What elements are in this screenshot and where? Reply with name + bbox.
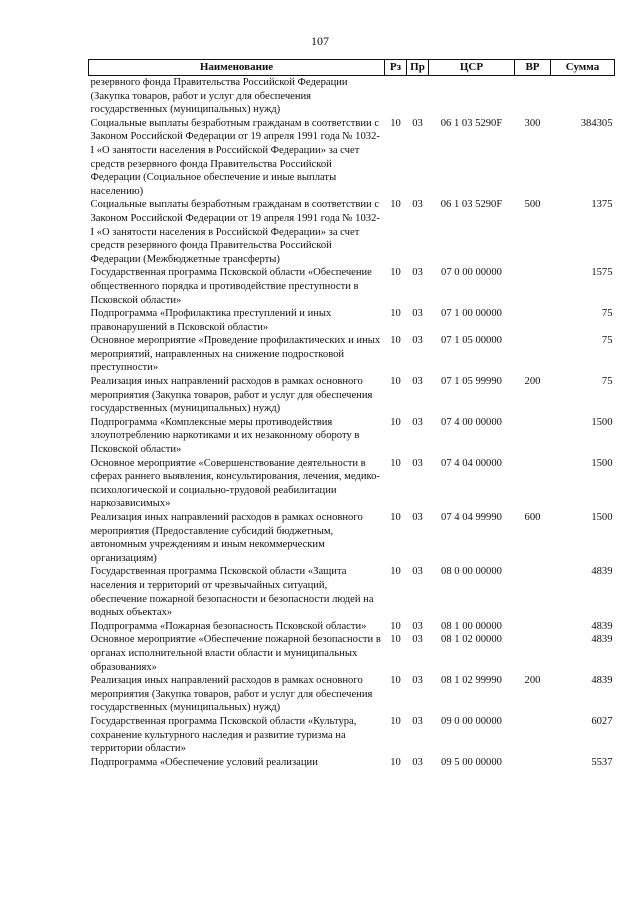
row-pr: 03 [412,376,423,388]
row-sum: 1500 [591,457,613,469]
row-name: Социальные выплаты безработным гражданам в соответствии с Законом Российской Федерации от 19 апреля 1991 года № 1032-I «О занятости населения в Российской Федерации» за счет средств резервного фонда Правительства Российской Федерации (Социальное обеспечение и иные выплаты населению) [90,117,380,197]
table-row [89,198,615,266]
row-vr [515,307,551,334]
row-pr: 03 [412,675,423,687]
row-name: Подпрограмма «Обеспечение условий реализации [90,756,318,768]
row-vr [515,620,551,634]
row-csr: 09 5 00 00000 [441,756,502,768]
row-pr: 03 [412,634,423,646]
row-vr [515,76,551,117]
table-row [89,756,615,770]
row-rz: 10 [390,512,401,523]
row-vr: 200 [524,675,541,687]
row-rz: 10 [390,566,401,578]
row-rz: 10 [390,620,401,632]
table-row [89,620,615,634]
row-csr [429,76,515,117]
row-name: Основное мероприятие «Проведение профилактических и иных мероприятий, направленных на снижение подростковой преступности» [90,335,381,374]
row-name: Основное мероприятие «Обеспечение пожарной безопасности в органах исполнительной власти области и муниципальных образованиях» [90,634,381,673]
row-sum: 4839 [591,634,613,646]
row-pr: 03 [412,457,423,469]
row-csr: 08 0 00 00000 [441,566,502,578]
row-vr [515,416,551,457]
row-vr: 600 [524,512,541,523]
row-csr: 06 1 03 5290F [440,199,503,211]
row-pr: 03 [412,512,423,523]
row-sum: 1500 [591,416,613,428]
row-rz: 10 [390,376,401,388]
row-pr: 03 [412,117,423,129]
row-name: Социальные выплаты безработным гражданам в соответствии с Законом Российской Федерации от 19 апреля 1991 года № 1032-I «О занятости населения в Российской Федерации» за счет средств резервного фонда Правительства Российской Федерации (Межбюджетные трансферты) [90,199,380,265]
row-pr: 03 [412,620,423,632]
row-csr: 07 1 00 00000 [441,308,502,320]
row-sum: 1575 [591,267,613,279]
row-pr: 03 [412,416,423,428]
table-header-row [89,60,615,76]
table-row [89,715,615,756]
row-csr: 08 1 02 99990 [441,675,502,687]
row-sum: 75 [601,376,613,388]
column-header-sum: Сумма [551,60,615,76]
row-name: Реализация иных направлений расходов в рамках основного мероприятия (Закупка товаров, работ и услуг для обеспечения государственных (муниципальных) нужд) [90,376,373,415]
row-rz: 10 [390,634,401,646]
table-row [89,511,615,565]
row-pr: 03 [412,566,423,578]
budget-table [88,59,615,769]
row-rz: 10 [390,199,401,211]
row-sum: 75 [601,335,613,347]
row-pr: 03 [412,308,423,320]
table-row [89,565,615,619]
row-vr [515,457,551,511]
row-rz: 10 [390,675,401,687]
row-name: резервного фонда Правительства Российской Федерации (Закупка товаров, работ и услуг для обеспечения государственных (муниципальных) нужд) [90,77,348,116]
column-header-csr: ЦСР [429,60,515,76]
row-sum: 4839 [591,675,613,687]
row-sum: 4839 [591,566,613,578]
row-rz: 10 [390,416,401,428]
table-row [89,307,615,334]
row-csr: 07 4 04 99990 [441,512,502,523]
row-csr: 07 1 05 99990 [441,376,502,388]
column-header-vr: ВР [515,60,551,76]
table-row [89,674,615,715]
row-sum: 1375 [591,199,613,211]
column-header-pr: Пр [407,60,429,76]
table-row [89,375,615,416]
column-header-rz: Рз [385,60,407,76]
row-sum: 5537 [591,756,613,768]
row-csr: 07 4 00 00000 [441,416,502,428]
row-rz [385,76,407,117]
row-sum [551,76,615,117]
row-csr: 08 1 00 00000 [441,620,502,632]
table-row [89,457,615,511]
table-row [89,76,615,117]
row-csr: 08 1 02 00000 [441,634,502,646]
row-name: Реализация иных направлений расходов в рамках основного мероприятия (Закупка товаров, работ и услуг для обеспечения государственных (муниципальных) нужд) [90,675,373,714]
row-rz: 10 [390,457,401,469]
row-pr: 03 [412,335,423,347]
row-vr [515,715,551,756]
row-rz: 10 [390,756,401,768]
row-vr: 200 [524,376,541,388]
row-pr: 03 [412,267,423,279]
table-row [89,416,615,457]
row-rz: 10 [390,267,401,279]
row-sum: 6027 [591,715,613,727]
row-sum: 1500 [591,512,613,523]
row-vr [515,266,551,307]
page-number: 107 [311,34,329,48]
row-vr: 300 [524,117,541,129]
row-name: Подпрограмма «Пожарная безопасность Псковской области» [90,620,367,632]
row-name: Государственная программа Псковской области «Культура, сохранение культурного наследия и развитие туризма на территории области» [90,715,357,755]
row-name: Государственная программа Псковской области «Защита населения и территорий от чрезвычайных ситуаций, обеспечение пожарной безопасности и безопасности людей на водных объектах» [90,566,374,619]
column-header-name: Наименование [89,60,385,76]
row-csr: 07 1 05 00000 [441,335,502,347]
row-rz: 10 [390,117,401,129]
row-pr: 03 [412,199,423,211]
row-csr: 07 4 04 00000 [441,457,502,469]
row-vr: 500 [524,199,541,211]
row-csr: 07 0 00 00000 [441,267,502,279]
row-name: Государственная программа Псковской области «Обеспечение общественного порядка и противодействие преступности в Псковской области» [90,267,372,306]
table-row [89,633,615,674]
row-rz: 10 [390,335,401,347]
table-row [89,334,615,375]
row-sum: 75 [601,308,613,320]
table-row [89,266,615,307]
row-vr [515,565,551,619]
row-csr: 06 1 03 5290F [440,117,503,129]
row-name: Основное мероприятие «Совершенствование деятельности в сферах раннего выявления, консультирования, лечения, медико-психологической и социально-трудовой реабилитации наркозависимых» [90,457,380,510]
table-row [89,117,615,199]
row-vr [515,633,551,674]
row-pr: 03 [412,715,423,727]
row-vr [515,334,551,375]
row-vr [515,756,551,770]
row-sum: 4839 [591,620,613,632]
row-name: Реализация иных направлений расходов в рамках основного мероприятия (Предоставление субсидий бюджетным, автономным учреждениям и иным некоммерческим организациям) [90,512,363,564]
row-sum: 384305 [580,117,613,129]
row-name: Подпрограмма «Комплексные меры противодействия злоупотреблению наркотиками и их незаконному обороту в Псковской области» [90,416,360,456]
row-rz: 10 [390,715,401,727]
row-pr: 03 [412,756,423,768]
row-pr [407,76,429,117]
row-name: Подпрограмма «Профилактика преступлений и иных правонарушений в Псковской области» [90,308,332,333]
row-csr: 09 0 00 00000 [441,715,502,727]
row-rz: 10 [390,308,401,320]
